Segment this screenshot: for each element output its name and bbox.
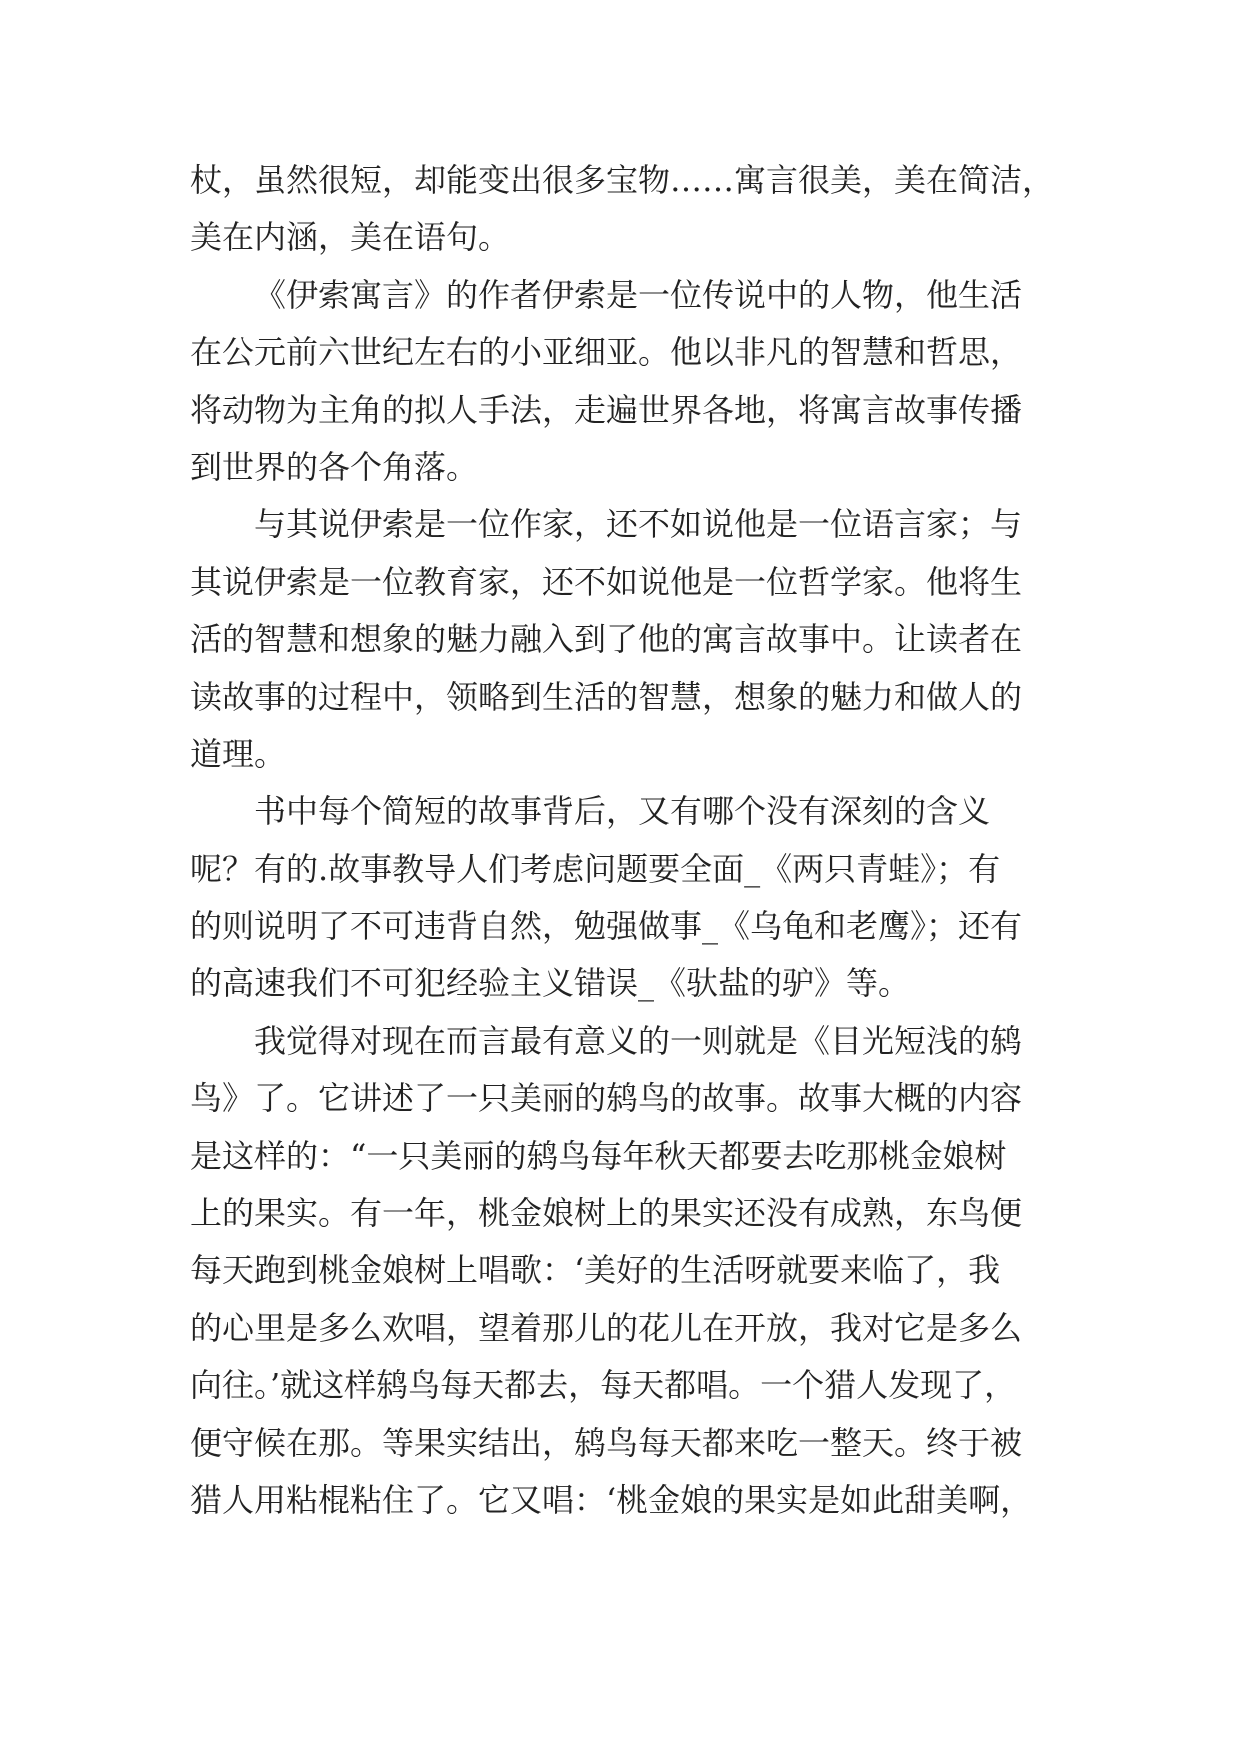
body-text: [190, 152, 1070, 1529]
text-line: 读故事的过程中，领略到生活的智慧，想象的魅力和做人的: [190, 677, 1023, 716]
text-line: 的心里是多么欢唱，望着那儿的花儿在开放，我对它是多么: [190, 1308, 1023, 1347]
text-line: 杖，虽然很短，却能变出很多宝物……寓言很美，美在简洁，: [190, 161, 1055, 199]
text-line: 便守候在那。等果实结出，鸫鸟每天都来吃一整天。终于被: [190, 1423, 1023, 1462]
text-line: 将动物为主角的拟人手法，走遍世界各地，将寓言故事传播: [190, 390, 1023, 429]
text-line: 书中每个简短的故事背后，又有哪个没有深刻的含义: [254, 792, 991, 831]
text-line: 每天跑到桃金娘树上唱歌：‘美好的生活呀就要来临了，我: [190, 1251, 1001, 1290]
text-line: 上的果实。有一年，桃金娘树上的果实还没有成熟，东鸟便: [190, 1194, 1023, 1233]
text-line: 是这样的：“一只美丽的鸫鸟每年秋天都要去吃那桃金娘树: [190, 1136, 1007, 1175]
text-line: 我觉得对现在而言最有意义的一则就是《目光短浅的鸫: [254, 1021, 1023, 1060]
text-line: 与其说伊索是一位作家，还不如说他是一位语言家；与: [254, 505, 1023, 544]
text-line: 猎人用粘棍粘住了。它又唱：‘桃金娘的果实是如此甜美啊，: [190, 1480, 1033, 1519]
text-line: 美在内涵，美在语句。: [190, 218, 511, 257]
text-line: 的则说明了不可违背自然，勉强做事_《乌龟和老鹰》；还有: [190, 907, 1023, 946]
text-line: 在公元前六世纪左右的小亚细亚。他以非凡的智慧和哲思，: [190, 333, 1023, 372]
text-line: 《伊索寓言》的作者伊索是一位传说中的人物，他生活: [254, 275, 1023, 314]
text-line: 道理。: [190, 734, 287, 773]
text-line: 到世界的各个角落。: [190, 447, 479, 486]
text-line: 鸟》了。它讲述了一只美丽的鸫鸟的故事。故事大概的内容: [190, 1079, 1023, 1118]
text-line: 的高速我们不可犯经验主义错误_《驮盐的驴》等。: [190, 964, 911, 1003]
text-line: 向往。’就这样鸫鸟每天都去，每天都唱。一个猎人发现了，: [190, 1366, 1017, 1405]
text-line: 呢？有的.故事教导人们考虑问题要全面_《两只青蛙》；有: [190, 849, 1001, 888]
text-line: 活的智慧和想象的魅力融入到了他的寓言故事中。让读者在: [190, 620, 1023, 659]
text-line: 其说伊索是一位教育家，还不如说他是一位哲学家。他将生: [190, 562, 1023, 601]
